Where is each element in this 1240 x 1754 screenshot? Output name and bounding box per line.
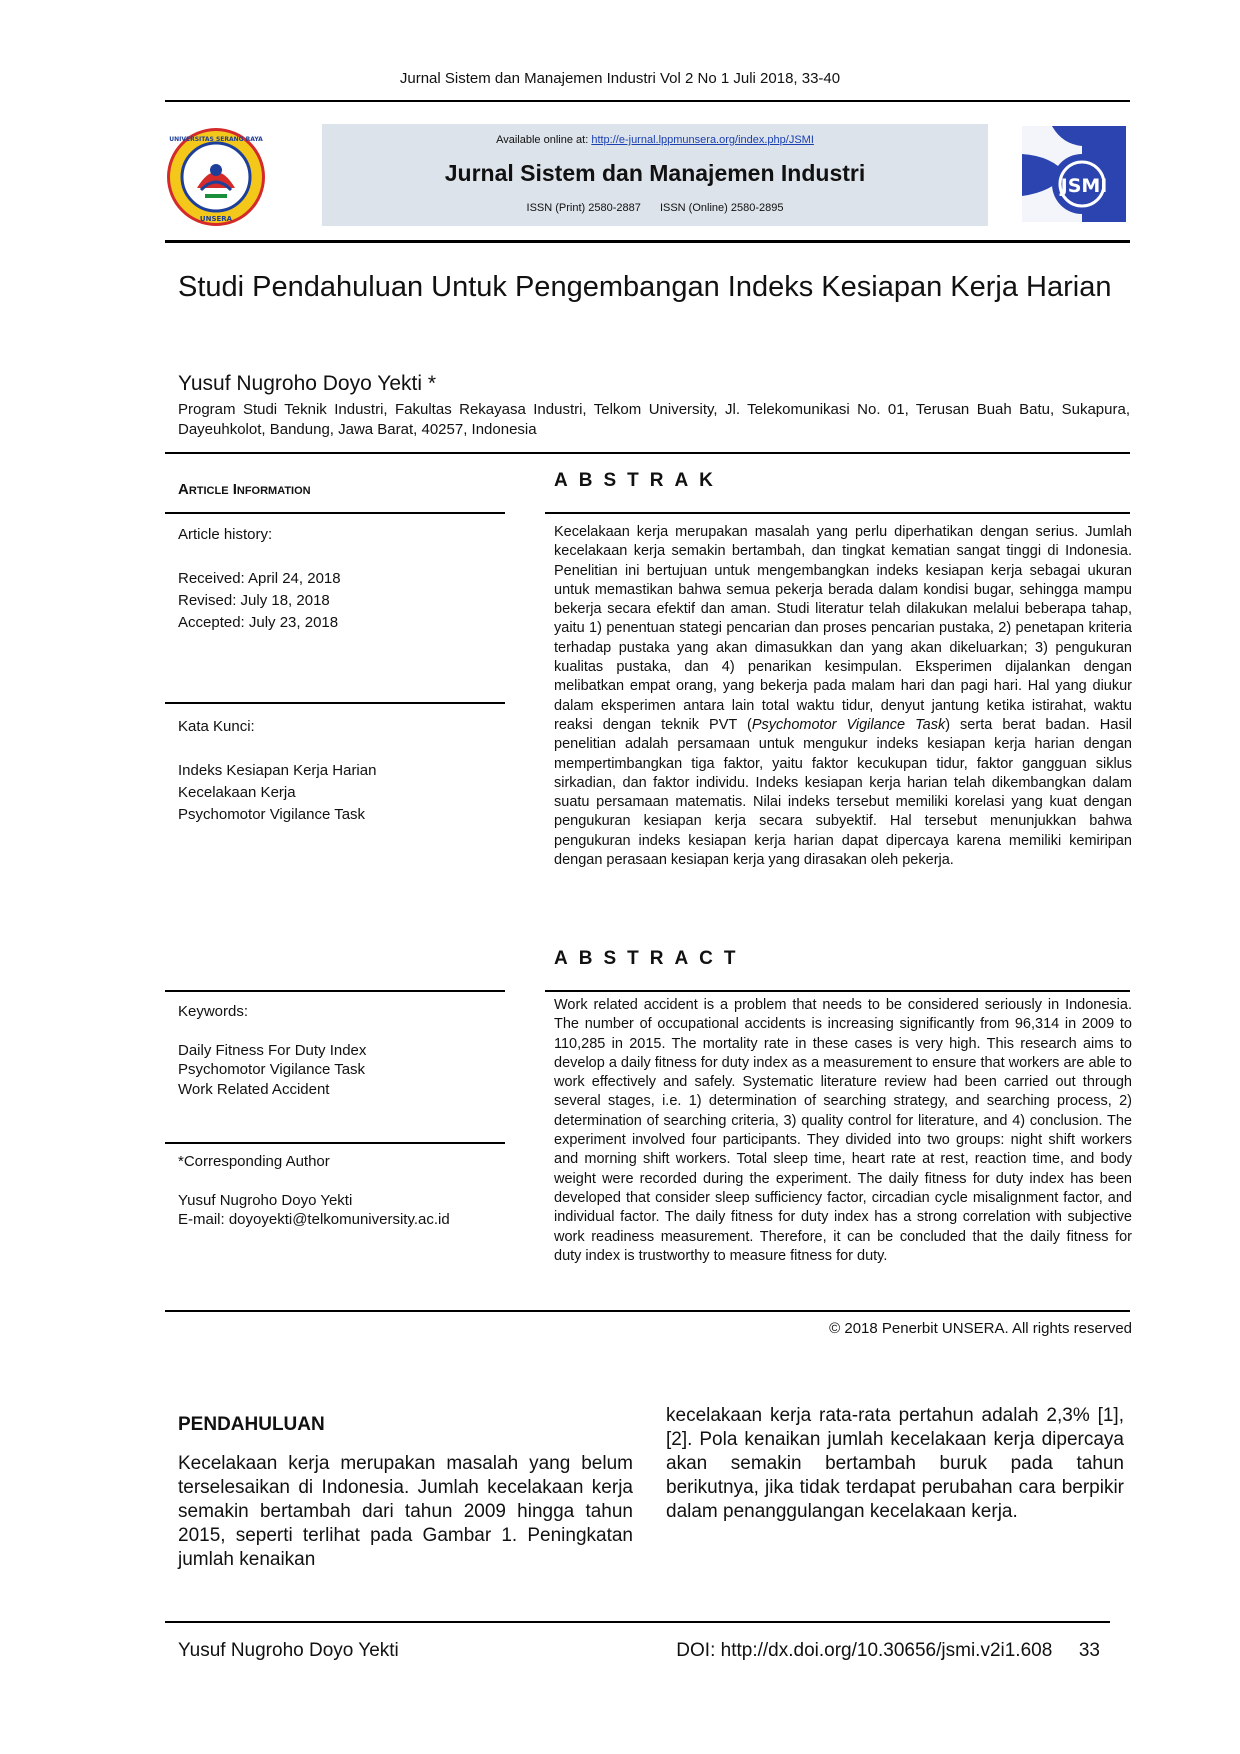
affiliation-rule — [165, 452, 1130, 454]
paper-title: Studi Pendahuluan Untuk Pengembangan Indeks Kesiapan Kerja Harian — [178, 271, 1112, 303]
issn-line — [322, 202, 988, 214]
corresponding-label: *Corresponding Author — [178, 1153, 330, 1170]
kata-kunci-item: Kecelakaan Kerja — [178, 784, 296, 801]
abstract-bottom-rule — [165, 1310, 1130, 1312]
author-affiliation: Program Studi Teknik Industri, Fakultas Rekayasa Industri, Telkom University, Jl. Telekomunikasi No. 01, Terusan Buah Batu, Sukapura, Dayeuhkolot, Bandung, Jawa Barat, 40257, Indonesia — [178, 401, 1130, 438]
keyword-item: Psychomotor Vigilance Task — [178, 1061, 366, 1078]
corresponding-section — [178, 1152, 504, 1230]
received-date: Received: April 24, 2018 — [178, 570, 341, 587]
kata-kunci-rule — [165, 990, 505, 992]
abstrak-text-part: ) serta berat badan. Hasil penelitian adalah persamaan untuk mengukur indeks kesiapan kerja harian dengan mempertimbangkan tiga faktor, yaitu faktor kecukupan tidur, faktor gangguan siklus sirkadian, dan faktor individu. Indeks kesiapan kerja harian telah dikembangkan dalam suatu persamaan matematis. Nilai indeks tersebut memiliki korelasi yang kuat dengan pengukuran kesiapan kerja secara subyektif. Hal tersebut menunjukkan bahwa pengukuran indeks kesiapan kerja harian dapat dipercaya karena memiliki kemiripan dengan perasaan kesiapan kerja yang dirasakan oleh pekerja. — [554, 716, 1133, 869]
copyright-notice: © 2018 Penerbit UNSERA. All rights reserved — [829, 1320, 1132, 1337]
keywords-rule — [165, 1142, 505, 1144]
page-number: 33 — [1078, 1640, 1100, 1661]
abstract-heading: ABSTRACT — [554, 948, 747, 969]
article-info-heading: Article Information — [178, 481, 311, 498]
university-seal-logo — [165, 126, 267, 233]
abstrak-text — [554, 523, 1132, 870]
doi-text[interactable]: DOI: http://dx.doi.org/10.30656/jsmi.v2i1.608 — [676, 1640, 1053, 1661]
abstrak-rule — [545, 512, 1130, 514]
kata-kunci-section — [178, 716, 504, 826]
banner-bottom-rule — [165, 240, 1130, 243]
corresponding-name: Yusuf Nugroho Doyo Yekti — [178, 1191, 353, 1209]
available-label: Available online at: — [496, 134, 589, 146]
body-column-2: kecelakaan kerja rata-rata pertahun adalah 2,3% [1], [2]. Pola kenaikan jumlah kecelakaan kerja dipercaya akan semakin bertambah buruk pada tahun berikutnya, jika tidak terdapat perubahan cara berpikir dalam penanggulangan kecelakaan kerja. — [666, 1405, 1124, 1522]
keyword-item: Daily Fitness For Duty Index — [178, 1041, 367, 1059]
seal-bottom-text: UNSERA — [199, 215, 233, 223]
author-name: Yusuf Nugroho Doyo Yekti * — [178, 372, 437, 395]
abstrak-heading: ABSTRAK — [554, 470, 724, 491]
kata-kunci-item: Indeks Kesiapan Kerja Harian — [178, 762, 377, 779]
keyword-item: Work Related Accident — [178, 1080, 330, 1098]
footer-rule — [165, 1621, 1110, 1623]
jsmi-logo — [1022, 126, 1126, 227]
article-info-rule — [165, 512, 505, 514]
banner-online-line — [322, 134, 988, 146]
body-column-1: Kecelakaan kerja merupakan masalah yang belum terselesaikan di Indonesia. Jumlah kecelakaan kerja semakin bertambah dari tahun 2009 hingga tahun 2015, seperti terlihat pada Gambar 1. Peningkatan jumlah kenaikan — [178, 1453, 633, 1570]
keywords-label: Keywords: — [178, 1003, 249, 1020]
issn-print: ISSN (Print) 2580-2887 — [526, 202, 641, 214]
journal-title: Jurnal Sistem dan Manajemen Industri — [444, 160, 866, 186]
revised-date: Revised: July 18, 2018 — [178, 592, 330, 609]
journal-banner — [322, 124, 988, 226]
abstrak-text-part: Kecelakaan kerja merupakan masalah yang perlu diperhatikan dengan serius. Jumlah kecelakaan kerja semakin bertambah, dan tingkat kematian sangat tinggi di Indonesia. Penelitian ini bertujuan untuk mengembangkan indeks kesiapan kerja sebagai ukuran untuk memastikan bahwa semua pekerja berada dalam kondisi bugar, sehingga mampu bekerja secara efektif dan aman. Studi literatur telah dilakukan melalui beberapa tahap, yaitu 1) penentuan stategi pencarian dan proses pencarian pustaka, 2) penetapan kriteria terhadap pustaka yang akan dimasukkan dan yang akan dikeluarkan; 3) pengukuran kualitas pustaka, dan 4) penarikan kesimpulan. Eksperimen dijalankan dengan melibatkan empat orang, yang bekerja pada malam hari dan pagi hari. Hal yang diukur dalam eksperimen antara lain total waktu tidur, denyut jantung ketika istirahat, waktu reaksi dengan teknik PVT ( — [554, 524, 1132, 733]
accepted-date: Accepted: July 23, 2018 — [178, 614, 339, 631]
running-header: Jurnal Sistem dan Manajemen Industri Vol 2 No 1 Juli 2018, 33-40 — [399, 70, 841, 87]
issn-online: ISSN (Online) 2580-2895 — [659, 202, 784, 214]
footer-author: Yusuf Nugroho Doyo Yekti — [178, 1640, 399, 1661]
section-heading-pendahuluan: PENDAHULUAN — [178, 1414, 325, 1435]
abstrak-italic-term: Psychomotor Vigilance Task — [751, 716, 946, 733]
article-history — [178, 524, 504, 634]
history-rule — [165, 702, 505, 704]
corresponding-email[interactable]: E-mail: doyoyekti@telkomuniversity.ac.id — [178, 1211, 450, 1228]
header-rule — [165, 100, 1130, 102]
journal-url-link[interactable]: http://e-jurnal.lppmunsera.org/index.php/JSMI — [591, 134, 814, 146]
kata-kunci-label: Kata Kunci: — [178, 718, 255, 735]
keywords-section — [178, 1002, 504, 1099]
jsmi-logo-text: JSMI — [1060, 175, 1108, 197]
abstract-text: Work related accident is a problem that needs to be considered seriously in Indonesia. The number of occupational accidents is increasing significantly from 96,314 in 2009 to 110,285 in 2015. The mortality rate in these cases is very high. This research aims to develop a daily fitness for duty index as a measurement to ensure that workers are able to work effectively and safely. Systematic literature review had been carried out through several stages, i.e. 1) determination of searching strategy, and searching process, 2) determination of searching criteria, 3) quality control for literature, and 4) conclusion. The experiment involved four participants. They divided into two groups: night shift workers and morning shift workers. Total sleep time, heart rate at rest, reaction time, and body weight were recorded during the experiment. The daily fitness for duty index has been developed that consider sleep sufficiency factor, circadian cycle misalignment factor, and individual factor. The daily fitness for duty index has a strong correlation with subjective work readiness measurement. Therefore, it can be concluded that the daily fitness for duty index is trustworthy to measure fitness for duty. — [554, 997, 1132, 1264]
history-label: Article history: — [178, 526, 273, 543]
seal-text: UNIVERSITAS SERANG RAYA — [169, 136, 263, 143]
kata-kunci-item: Psychomotor Vigilance Task — [178, 806, 366, 823]
footer-doi — [640, 1640, 1100, 1662]
abstract-rule — [545, 990, 1130, 992]
